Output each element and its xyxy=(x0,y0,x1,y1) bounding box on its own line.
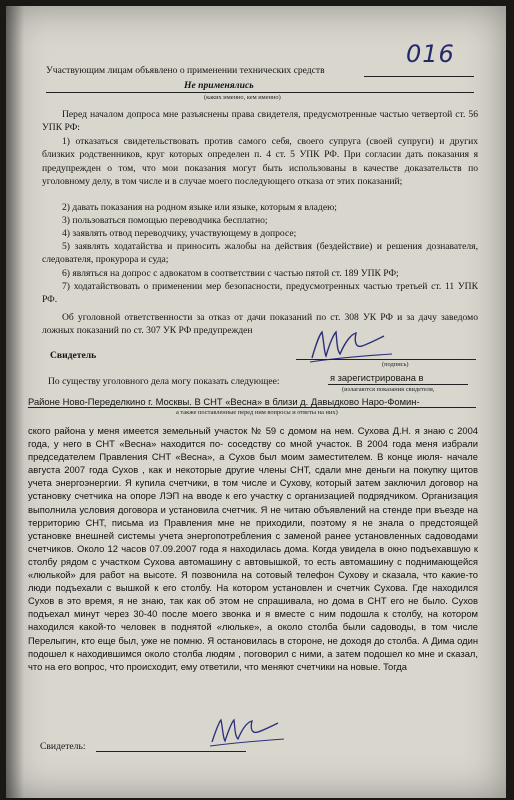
page-number-handwritten: 016 xyxy=(406,40,455,68)
merits-line-2-underline xyxy=(28,407,476,408)
merits-label: По существу уголовного дела могу показать следующее: xyxy=(48,376,280,387)
technical-means-underline xyxy=(46,92,474,93)
right-item-1: 1) отказаться свидетельствовать против самого себя, своего супруга (своей супруги) и других близких родственников, круг которых определен п. 4 ст. 5 УПК РФ. При согласии дать показания я предупрежден о том, что мои показания могут быть использованы в качестве доказательств по уголовному делу, в том числе и в случае моего последующего отказа от этих показаний; xyxy=(42,136,478,187)
right-item-2: 2) давать показания на родном языке или языке, которым я владею; xyxy=(62,202,337,213)
right-item-4: 4) заявлять отвод переводчику, участвующему в допросе; xyxy=(62,228,297,239)
merits-line xyxy=(328,384,468,385)
signature-line-1 xyxy=(296,359,476,360)
technical-means-line xyxy=(364,76,474,77)
merits-hint: (излагаются показания свидетеля, xyxy=(342,386,435,393)
merits-line-2: Районе Ново-Переделкино г. Москвы. В СНТ «Весна» в близи д. Давыдково Наро-Фомин- xyxy=(28,396,420,407)
rights-intro: Перед началом допроса мне разъяснены права свидетеля, предусмотренные частью четвертой ст. 56 УПК РФ: xyxy=(42,109,478,134)
technical-means-value: Не применялись xyxy=(184,80,254,91)
document-sheet xyxy=(6,6,506,798)
right-item-7: 7) ходатайствовать о применении мер безопасности, предусмотренных частью третьей ст. 11 УПК РФ. xyxy=(42,281,478,306)
right-item-5: 5) заявлять ходатайства и приносить жалобы на действия (бездействие) и решения дознавателя, следователя, прокурора и суда; xyxy=(42,241,478,266)
merits-hint-2: а также поставленные перед ним вопросы и ответы на них) xyxy=(176,409,338,416)
testimony-text: ского района у меня имеется земельный участок № 59 с домом на нем. Сухова Д.Н. я знаю с 2004 года, у него в СНТ «Весна» находится по- соседству со мной участок. В 2004 года меня избрали председателем Правления СНТ «Весна», а Сухов был моим заместителем. В конце июля- начале августа 2007 года Сухов , как и некоторые другие члены СНТ, сдали мне деньги на покупку щитов учета энергоэнергии. Я купила счетчики, в том числе и Сухову, который затем заключил договор на установку счетчика на опоре ЛЭП на вводе к его участку с организацией подрядчиком. Организация выполнила условия договора и установила счетчик. Я не читаю объявлений на стенде при въезде на территорию СНТ, письма из Правления мне не приходили, поэтому я не знала о предстоящей установке внешней системы учета энергопотребления с заменой ранее установленных садоводами счетчиков. Около 12 часов 07.09.2007 года я находилась дома. Когда увидела в окно подъехавшую к столбу рядом с участком Сухова автомашину с автовышкой, то есть автомашину с поднимающейся «люлькой» для работ на высоте. Я позвонила на сотовый телефон Сухову и сказала, что какие-то люди подъехали с вышкой к его столбу. На котором установлен и счетчик Сухова. Где находился Сухов в это время, я не знаю, так как об этом не спрашивала, но дома в СНТ его не было. Сухов подъехал минут через 30-40 после моего звонка и я вместе с ним подошла к столбу, на котором находился какой-то человек в поднятой «люльке», а около столба были садоводы, в том числе Перелыгин, кто еще был, уже не помню. Я остановилась в стороне, не доходя до столба. А Дима один подошел к находившимся около столба людям , поговорил с ними, а затем подошел ко мне и сказал, что на его вопрос, что происходит, ему ответили, что меняют счетчики на новые. Тогда xyxy=(28,425,478,672)
footer-signature-line xyxy=(96,751,246,752)
liability-warning: Об уголовной ответственности за отказ от дачи показаний по ст. 308 УК РФ и за дачу заведомо ложных показаний по ст. 307 УК РФ предупрежден xyxy=(42,312,478,337)
right-item-3: 3) пользоваться помощью переводчика бесплатно; xyxy=(62,215,268,226)
technical-means-hint: (каких именно, кем именно) xyxy=(204,94,281,101)
right-item-6: 6) являться на допрос с адвокатом в соответствии с частью пятой ст. 189 УПК РФ; xyxy=(62,268,399,279)
witness-label: Свидетель xyxy=(50,350,97,361)
technical-means-label: Участвующим лицам объявлено о применении технических средств xyxy=(46,65,325,76)
merits-start: я зарегистрирована в xyxy=(330,373,424,383)
witness-signature-2 xyxy=(206,714,286,750)
witness-footer-label: Свидетель: xyxy=(40,741,86,752)
signature-hint-1: (подпись) xyxy=(382,361,409,368)
